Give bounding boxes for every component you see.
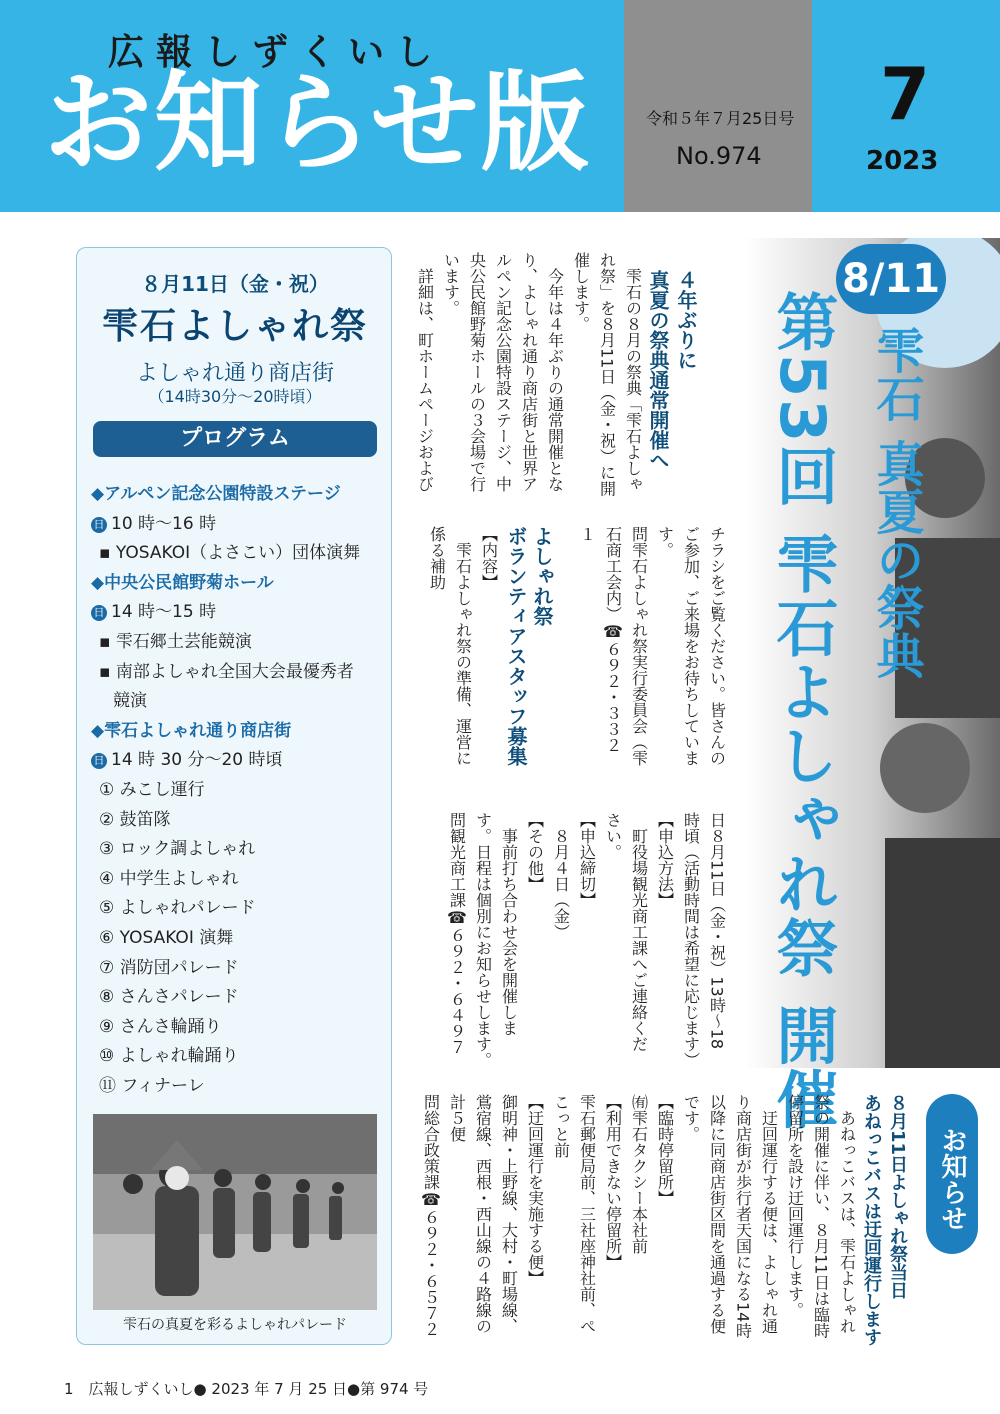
page-footer: 1 広報しずくいし● 2023 年 7 月 25 日●第 974 号	[64, 1380, 429, 1398]
text-column: 詳細は、町ホームページおよび	[415, 252, 435, 492]
text-column: ルペン記念公園特設ステージ、中	[493, 252, 513, 492]
text-column: ８月４日（金）	[551, 812, 571, 940]
article1-heading-1: ４年ぶりに	[674, 270, 698, 370]
text-column: 今年は４年ぶりの通常開催とな	[545, 252, 565, 492]
program-item: ⑤ よしゃれパレード	[99, 898, 256, 919]
event-name: 雫石よしゃれ祭	[101, 306, 368, 347]
program-item: ① みこし運行	[99, 779, 205, 800]
text-column: です。	[681, 1094, 701, 1142]
article2-heading-2: ボランティアスタッフ募集	[504, 526, 528, 766]
text-column: り、よしゃれ通り商店街と世界ア	[519, 252, 539, 492]
text-column: 【申込方法】	[655, 812, 675, 908]
text-column: 【その他】	[525, 812, 545, 892]
publication-title: お知らせ版	[44, 61, 591, 186]
program-item: 日 14 時 30 分～20 時頃	[91, 746, 387, 776]
program-item: ◆アルペン記念公園特設ステージ	[91, 484, 341, 504]
text-column: あねっこバスは、雫石よしゃれ	[837, 1094, 857, 1334]
parade-photo	[93, 1114, 377, 1310]
program-item: ② 鼓笛隊	[99, 809, 171, 830]
photo-caption: 雫石の真夏を彩るよしゃれパレード	[123, 1317, 347, 1333]
text-column: 【臨時停留所】	[655, 1094, 675, 1206]
notice-heading-2: あねっこバスは迂回運行します	[861, 1094, 882, 1346]
event-place: よしゃれ通り商店街	[135, 361, 334, 386]
text-column: 計５便	[447, 1094, 467, 1142]
text-column: り商店街が歩行者天国になる14時	[733, 1094, 753, 1339]
article1-heading-2: 真夏の祭典通常開催へ	[646, 270, 670, 470]
hero-date-badge: 8/11	[836, 244, 946, 314]
program-item: ▪ YOSAKOI（よさこい）団体演舞	[99, 543, 361, 564]
text-column: 【申込締切】	[577, 812, 597, 908]
text-column: 雫石よしゃれ祭の準備、運営に	[453, 526, 473, 766]
text-column: 係る補助	[427, 526, 447, 590]
text-column: 御明神・上野線、大村・町場線、	[499, 1094, 519, 1334]
text-column: います。	[441, 252, 461, 316]
text-column: こっと前	[551, 1094, 571, 1158]
text-column: 事前打ち合わせ会を開催しま	[499, 812, 519, 1036]
text-column: １	[577, 526, 597, 542]
text-column: 停留所を設け迂回運行します。	[785, 1094, 805, 1318]
program-item: ⑧ さんさパレード	[99, 987, 239, 1008]
text-column: れ祭」を８月11日（金・祝）に開	[597, 252, 617, 497]
text-column: 央公民館野菊ホールの３会場で行	[467, 252, 487, 492]
date-icon: 日	[91, 517, 107, 533]
program-list	[91, 480, 387, 1101]
program-item: 日 14 時～15 時	[91, 598, 387, 628]
program-item: ⑦ 消防団パレード	[99, 957, 239, 978]
publication-subtitle: 広報しずくいし	[108, 32, 445, 73]
text-column: ご参加、ご来場をお待ちしていま	[681, 526, 701, 766]
program-item: ▪ 雫石郷土芸能競演	[99, 631, 252, 652]
text-column: 鴬宿線、西根・西山線の４路線の	[473, 1094, 493, 1334]
issue-date: 令和５年７月25日号	[646, 109, 795, 128]
issue-month: 7	[880, 52, 931, 136]
program-label: プログラム	[93, 421, 377, 457]
program-item: 競演	[113, 691, 147, 712]
issue-number: No.974	[676, 142, 762, 170]
program-box	[76, 247, 392, 1345]
program-item: ⑥ YOSAKOI 演舞	[99, 927, 234, 948]
notice-label: お知らせ	[926, 1094, 978, 1254]
text-column: す。日程は個別にお知らせします。	[473, 812, 493, 1068]
program-item: ⑨ さんさ輪踊り	[99, 1016, 222, 1037]
program-item: ⑪ フィナーレ	[99, 1075, 205, 1096]
text-column: 問雫石よしゃれ祭実行委員会（雫	[629, 526, 649, 766]
hero-title: 第53回 雫石よしゃれ祭 開催	[766, 290, 839, 1132]
notice-heading-1: ８月11日よしゃれ祭当日	[887, 1094, 908, 1300]
text-column: ㈲雫石タクシー本社前	[629, 1094, 649, 1254]
program-item: ▪ 南部よしゃれ全国大会最優秀者	[99, 661, 354, 682]
text-column: 【迂回運行を実施する便】	[525, 1094, 545, 1286]
text-column: す。	[655, 526, 675, 558]
program-item: 日 10 時～16 時	[91, 510, 387, 540]
text-column: 以降に同商店街区間を通過する便	[707, 1094, 727, 1334]
program-item: ③ ロック調よしゃれ	[99, 839, 256, 860]
program-item: ◆中央公民館野菊ホール	[91, 572, 274, 593]
text-column: 催します。	[571, 252, 591, 332]
text-column: 祭の開催に伴い、８月11日は臨時	[811, 1094, 831, 1339]
issue-year: 2023	[866, 146, 939, 176]
text-column: 迂回運行する便は、よしゃれ通	[759, 1094, 779, 1334]
text-column: 雫石郵便局前、三社座神社前、ぺ	[577, 1094, 597, 1334]
event-date: ８月11日（金・祝）	[141, 272, 329, 296]
program-item: ⑩ よしゃれ輪踊り	[99, 1046, 239, 1067]
program-item: ◆雫石よしゃれ通り商店街	[91, 720, 292, 741]
date-icon: 日	[91, 605, 107, 621]
text-column: 雫石の８月の祭典「雫石よしゃ	[623, 252, 643, 492]
text-column: 石商工会内）☎６９２・３３２	[603, 526, 623, 753]
text-column: 問観光商工課☎６９２・６４９７	[447, 812, 467, 1055]
text-column: 【利用できない停留所】	[603, 1094, 623, 1270]
hero-subtitle: 雫石 真夏の祭典	[868, 326, 924, 679]
text-column: 町役場観光商工課へご連絡くだ	[629, 812, 649, 1052]
program-item: ④ 中学生よしゃれ	[99, 868, 239, 889]
text-column: 時頃（活動時間は希望に応じます）	[681, 812, 701, 1068]
text-column: 日８月11日（金・祝）13時～18	[707, 812, 727, 1050]
text-column: チラシをご覧ください。皆さんの	[707, 526, 727, 766]
text-column: さい。	[603, 812, 623, 860]
date-icon: 日	[91, 753, 107, 769]
text-column: 【内容】	[479, 526, 499, 590]
article2-heading-1: よしゃれ祭	[530, 526, 554, 626]
event-time: （14時30分～20時頃）	[148, 387, 322, 406]
text-column: 問総合政策課☎６９２・６５７２	[421, 1094, 441, 1337]
